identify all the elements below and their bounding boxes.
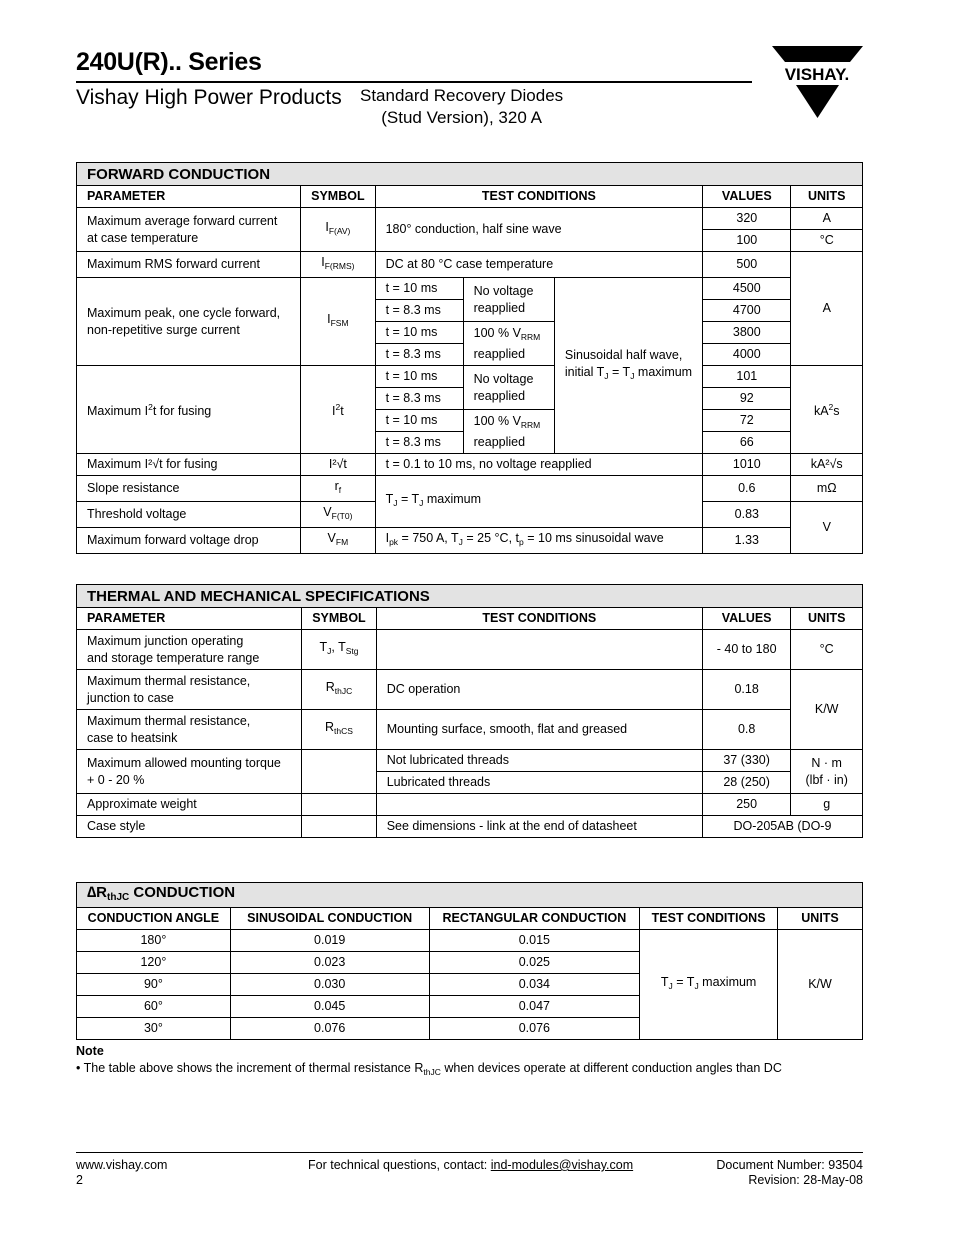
angle-cell: 30° [77, 1018, 231, 1040]
footer-right [716, 1158, 863, 1188]
value: 4000 [703, 344, 791, 366]
cond-avg: 180° conduction, half sine wave [375, 208, 703, 252]
unit: °C [791, 230, 863, 252]
symbol-i2t: $I^2t$ [301, 366, 375, 454]
rthjc-conduction-table [76, 882, 863, 1040]
vishay-logo [770, 44, 865, 119]
cond-mounting: Mounting surface, smooth, flat and greased [376, 710, 702, 750]
col-header-values: VALUES [702, 608, 790, 630]
time-condition: t = 10 ms [375, 278, 463, 300]
sinusoidal-cell: 0.019 [230, 930, 429, 952]
param-rthjc: Maximum thermal resistance, junction to case [77, 670, 302, 710]
revision-date: Revision: 28-May-08 [748, 1173, 863, 1187]
param-i2rt: Maximum I²√t for fusing [77, 454, 301, 476]
unit: $kA^2s$ [791, 366, 863, 454]
col-header-angle: CONDUCTION ANGLE [77, 908, 231, 930]
col-header-symbol: SYMBOL [301, 186, 375, 208]
value: 4500 [703, 278, 791, 300]
angle-cell: 90° [77, 974, 231, 996]
unit: V [791, 502, 863, 554]
value: 4700 [703, 300, 791, 322]
unit: °C [791, 630, 863, 670]
symbol-ifsm: $I_{FSM}$ [301, 278, 375, 366]
website-link[interactable]: www.vishay.com [76, 1158, 168, 1172]
rectangular-cell: 0.015 [429, 930, 640, 952]
col-header-symbol: SYMBOL [302, 608, 376, 630]
angle-cell: 120° [77, 952, 231, 974]
rectangular-cell: 0.076 [429, 1018, 640, 1040]
sinusoidal-cell: 0.045 [230, 996, 429, 1018]
symbol-rf: $r_f$ [301, 476, 375, 502]
cond-rms: DC at 80 °C case temperature [375, 252, 703, 278]
rectangular-cell: 0.047 [429, 996, 640, 1018]
symbol-if-rms: $I_{F(RMS)}$ [301, 252, 375, 278]
product-description [360, 85, 563, 129]
col-header-values: VALUES [703, 186, 791, 208]
thermal-mechanical-table [76, 584, 863, 838]
param-avg-current: Maximum average forward current at case temperature [77, 208, 301, 252]
sinusoidal-cell: 0.076 [230, 1018, 429, 1040]
param-slope: Slope resistance [77, 476, 301, 502]
param-peak-surge: Maximum peak, one cycle forward, non-repetitive surge current [77, 278, 301, 366]
vrrm-condition: 100 % $V_{RRM}$ reapplied [463, 410, 554, 454]
cond-lubricated: Lubricated threads [376, 772, 702, 794]
symbol-tj-tstg: $T_J$, $T_{Stg}$ [302, 630, 376, 670]
cond-dc: DC operation [376, 670, 702, 710]
value: 37 (330) [702, 750, 790, 772]
unit: mΩ [791, 476, 863, 502]
value: 0.18 [702, 670, 790, 710]
symbol-rthjc: $R_{thJC}$ [302, 670, 376, 710]
param-tj: Maximum junction operating and storage temperature range [77, 630, 302, 670]
col-header-parameter: PARAMETER [77, 186, 301, 208]
time-condition: t = 10 ms [375, 366, 463, 388]
contact-email-link[interactable]: ind-modules@vishay.com [490, 1158, 634, 1172]
col-header-conditions: TEST CONDITIONS [375, 186, 703, 208]
description-line-1: Standard Recovery Diodes [360, 86, 564, 105]
value: 0.6 [703, 476, 791, 502]
param-rms-current: Maximum RMS forward current [77, 252, 301, 278]
symbol-rthcs: $R_{thCS}$ [302, 710, 376, 750]
unit: kA²√s [791, 454, 863, 476]
document-number: Document Number: 93504 [716, 1158, 863, 1172]
col-header-units: UNITS [778, 908, 863, 930]
note-text: • The table above shows the increment of thermal resistance $R_{thJC}$ when devices operate at different conduction angles than DC [76, 1061, 782, 1077]
rectangular-cell: 0.034 [429, 974, 640, 996]
param-threshold: Threshold voltage [77, 502, 301, 528]
unit: K/W [778, 930, 863, 1040]
col-header-rectangular: RECTANGULAR CONDUCTION [429, 908, 640, 930]
value: 100 [703, 230, 791, 252]
param-i2t: Maximum $I^2t$ for fusing [77, 366, 301, 454]
unit: A [791, 208, 863, 230]
section-title: $\Delta R_{thJC}$ CONDUCTION [77, 883, 863, 908]
param-weight: Approximate weight [77, 794, 302, 816]
value: 1.33 [703, 528, 791, 554]
time-condition: t = 8.3 ms [375, 388, 463, 410]
time-condition: t = 8.3 ms [375, 344, 463, 366]
cond-i2rt: t = 0.1 to 10 ms, no voltage reapplied [375, 454, 703, 476]
angle-cell: 60° [77, 996, 231, 1018]
param-case-style: Case style [77, 816, 302, 838]
section-title: THERMAL AND MECHANICAL SPECIFICATIONS [77, 585, 863, 608]
param-rthcs: Maximum thermal resistance, case to heatsink [77, 710, 302, 750]
note-label: Note [76, 1044, 104, 1058]
param-vfm: Maximum forward voltage drop [77, 528, 301, 554]
page-subtitle: Vishay High Power Products [76, 86, 342, 109]
cond-empty [376, 630, 702, 670]
vrrm-condition: 100 % $V_{RRM}$ reapplied [463, 322, 554, 366]
value: 66 [703, 432, 791, 454]
sinusoidal-cell: 0.030 [230, 974, 429, 996]
value: 250 [702, 794, 790, 816]
symbol-empty [302, 794, 376, 816]
value: 3800 [703, 322, 791, 344]
unit: A [791, 252, 863, 366]
section-title: FORWARD CONDUCTION [77, 163, 863, 186]
cond-empty [376, 794, 702, 816]
time-condition: t = 10 ms [375, 410, 463, 432]
angle-cell: 180° [77, 930, 231, 952]
footer-divider [76, 1152, 863, 1153]
symbol-if-av: $I_{F(AV)}$ [301, 208, 375, 252]
header-divider [76, 81, 752, 83]
value: 0.83 [703, 502, 791, 528]
symbol-empty [302, 750, 376, 794]
rectangular-cell: 0.025 [429, 952, 640, 974]
sinusoidal-condition: Sinusoidal half wave, initial $T_J = T_J$ maximum [554, 278, 702, 454]
no-voltage-condition: No voltage reapplied [463, 366, 554, 410]
time-condition: t = 8.3 ms [375, 432, 463, 454]
cond-tj-max: $T_J = T_J$ maximum [375, 476, 703, 528]
logo-text: VISHAY. [784, 65, 850, 84]
symbol-vf-t0: $V_{F(T0)}$ [301, 502, 375, 528]
unit: K/W [791, 670, 863, 750]
value: 28 (250) [702, 772, 790, 794]
col-header-units: UNITS [791, 608, 863, 630]
col-header-conditions: TEST CONDITIONS [376, 608, 702, 630]
no-voltage-condition: No voltage reapplied [463, 278, 554, 322]
symbol-i2rt: I²√t [301, 454, 375, 476]
unit: g [791, 794, 863, 816]
cond-not-lubricated: Not lubricated threads [376, 750, 702, 772]
value: 101 [703, 366, 791, 388]
footer-contact [308, 1158, 633, 1172]
col-header-units: UNITS [791, 186, 863, 208]
forward-conduction-table [76, 162, 863, 554]
cond-tj-max: $T_J = T_J$ maximum [640, 930, 778, 1040]
time-condition: t = 10 ms [375, 322, 463, 344]
value: 320 [703, 208, 791, 230]
cond-vfm: $I_{pk} = 750$ A, $T_J = 25$ °C, $t_p = 10$ ms sinusoidal wave [375, 528, 703, 554]
footer-left [76, 1158, 167, 1188]
value: 500 [703, 252, 791, 278]
value: 0.8 [702, 710, 790, 750]
param-torque: Maximum allowed mounting torque + 0 - 20 % [77, 750, 302, 794]
value: 72 [703, 410, 791, 432]
col-header-parameter: PARAMETER [77, 608, 302, 630]
page-number: 2 [76, 1173, 83, 1187]
unit: N · m (lbf · in) [791, 750, 863, 794]
cond-dimensions-link[interactable]: See dimensions - link at the end of datasheet [376, 816, 702, 838]
col-header-conditions: TEST CONDITIONS [640, 908, 778, 930]
description-line-2: (Stud Version), 320 A [381, 108, 542, 127]
value: - 40 to 180 [702, 630, 790, 670]
value: 1010 [703, 454, 791, 476]
value: 92 [703, 388, 791, 410]
value: DO-205AB (DO-9 [702, 816, 862, 838]
sinusoidal-cell: 0.023 [230, 952, 429, 974]
col-header-sinusoidal: SINUSOIDAL CONDUCTION [230, 908, 429, 930]
symbol-vfm: $V_{FM}$ [301, 528, 375, 554]
time-condition: t = 8.3 ms [375, 300, 463, 322]
symbol-empty [302, 816, 376, 838]
page-title: 240U(R).. Series [76, 48, 262, 76]
contact-prefix: For technical questions, contact: [308, 1158, 488, 1172]
